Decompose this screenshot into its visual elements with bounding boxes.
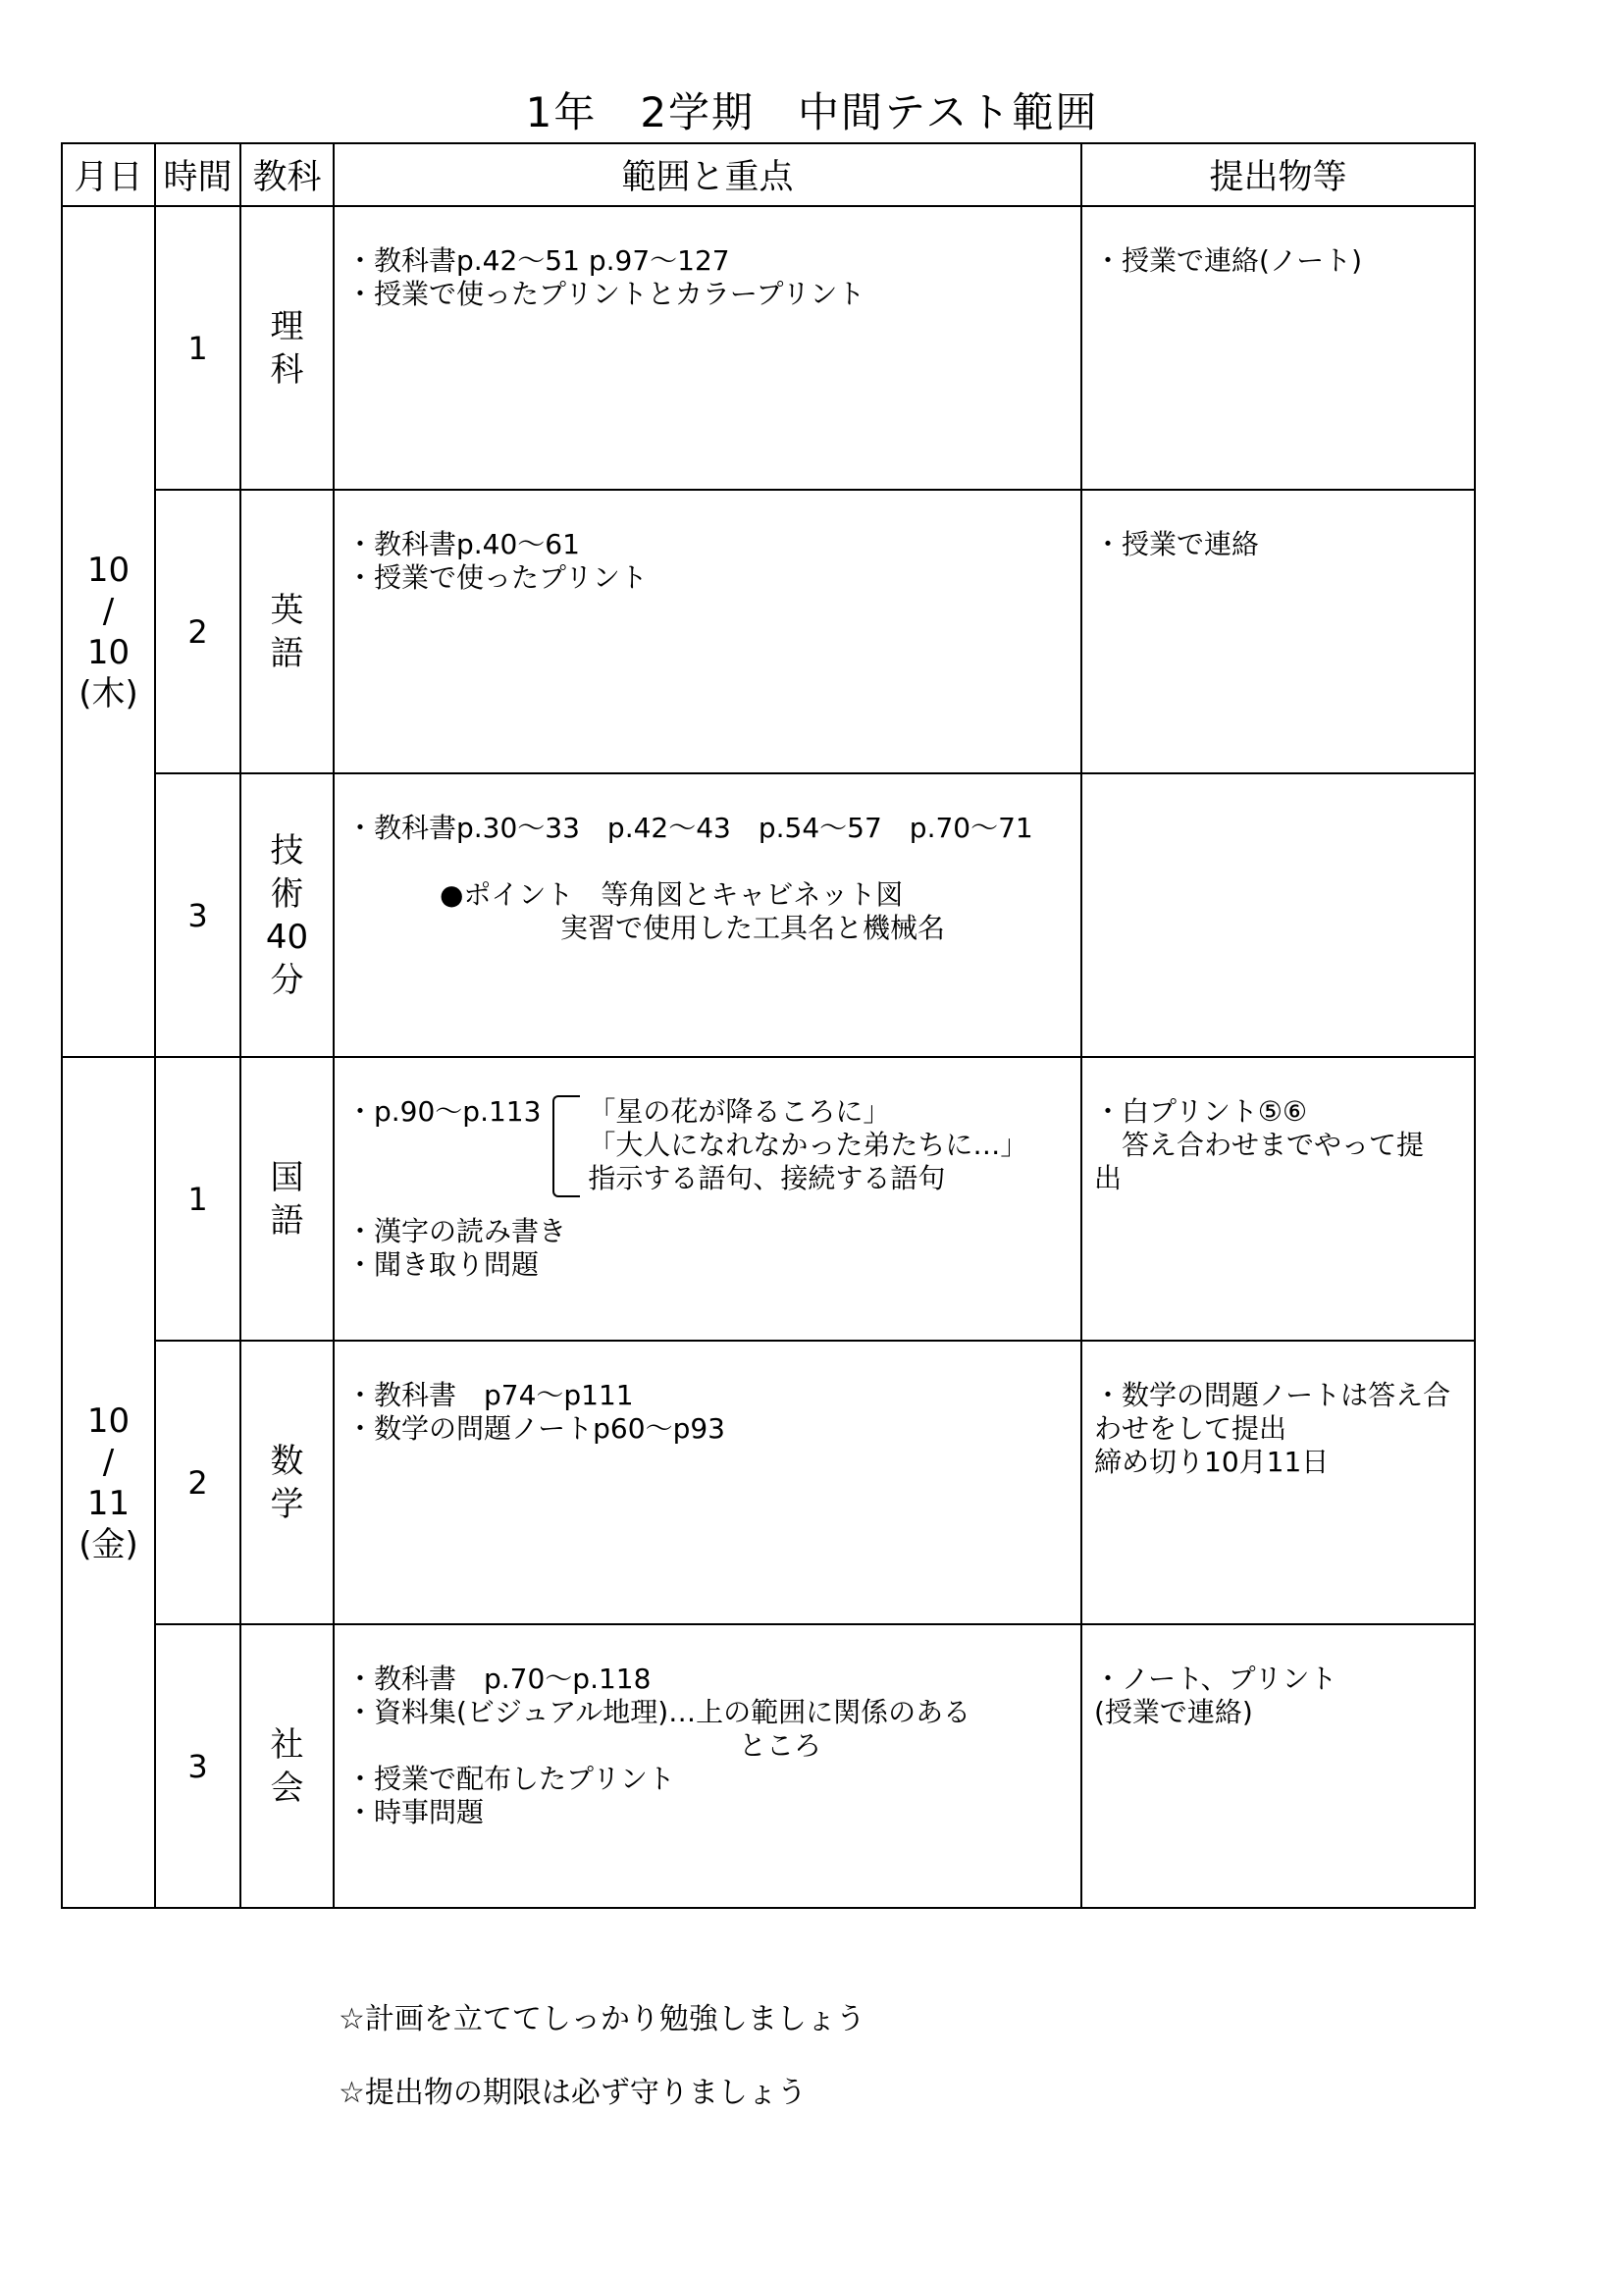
submit-cell: ・ノート、プリント (授業で連絡) <box>1081 1624 1475 1908</box>
page-title: 1年 2学期 中間テスト範囲 <box>525 88 1099 136</box>
period-cell: 1 <box>155 206 240 490</box>
header-row <box>62 143 1475 206</box>
date-cell: 10 / 11 (金) <box>62 1057 155 1908</box>
scope-cell: ・教科書p.42～51 p.97～127 ・授業で使ったプリントとカラープリント <box>334 206 1081 490</box>
table-row <box>62 773 1475 1057</box>
note-item: ☆計画を立ててしっかり勉強しましょう <box>339 2002 865 2036</box>
table-row <box>62 206 1475 490</box>
scope-cell: ・教科書p.40～61 ・授業で使ったプリント <box>334 490 1081 773</box>
submit-cell: ・授業で連絡 <box>1081 490 1475 773</box>
scope-cell: ・p.90～p.113 「星の花が降るころに」 「大人になれなかった弟たちに…」 指示する語句、接続する語句 ・漢字の読み書き ・聞き取り問題 <box>334 1057 1081 1341</box>
table-row <box>62 1341 1475 1624</box>
period-cell: 1 <box>155 1057 240 1341</box>
scope-bracket-group: ・p.90～p.113 「星の花が降るころに」 「大人になれなかった弟たちに…」 指示する語句、接続する語句 <box>346 1095 1069 1197</box>
schedule-table <box>61 142 1476 1909</box>
subject-cell: 数 学 <box>240 1341 334 1624</box>
table-row <box>62 1624 1475 1908</box>
scope-cell: ・教科書 p74～p111 ・数学の問題ノートp60～p93 <box>334 1341 1081 1624</box>
header-submit: 提出物等 <box>1081 143 1475 206</box>
date-cell: 10 / 10 (木) <box>62 206 155 1057</box>
study-notes <box>339 1982 865 2130</box>
subject-cell: 技 術 40 分 <box>240 773 334 1057</box>
header-scope: 範囲と重点 <box>334 143 1081 206</box>
table-row <box>62 1057 1475 1341</box>
period-cell: 3 <box>155 1624 240 1908</box>
header-subject: 教科 <box>240 143 334 206</box>
submit-cell <box>1081 773 1475 1057</box>
subject-cell: 英 語 <box>240 490 334 773</box>
note-item: ☆提出物の期限は必ず守りましょう <box>339 2076 807 2110</box>
scope-cell: ・教科書p.30～33 p.42～43 p.54～57 p.70～71 ●ポイント 等角図とキャビネット図 実習で使用した工具名と機械名 <box>334 773 1081 1057</box>
period-cell: 2 <box>155 490 240 773</box>
table-row <box>62 490 1475 773</box>
submit-cell: ・授業で連絡(ノート) <box>1081 206 1475 490</box>
submit-cell: ・数学の問題ノートは答え合 わせをして提出 締め切り10月11日 <box>1081 1341 1475 1624</box>
curly-bracket <box>552 1095 580 1197</box>
submit-cell: ・白プリント⑤⑥ 答え合わせまでやって提 出 <box>1081 1057 1475 1341</box>
header-date: 月日 <box>62 143 155 206</box>
header-period: 時間 <box>155 143 240 206</box>
subject-cell: 社 会 <box>240 1624 334 1908</box>
period-cell: 2 <box>155 1341 240 1624</box>
subject-cell: 国 語 <box>240 1057 334 1341</box>
period-cell: 3 <box>155 773 240 1057</box>
subject-cell: 理 科 <box>240 206 334 490</box>
scope-cell: ・教科書 p.70～p.118 ・資料集(ビジュアル地理)…上の範囲に関係のある ところ ・授業で配布したプリント ・時事問題 <box>334 1624 1081 1908</box>
